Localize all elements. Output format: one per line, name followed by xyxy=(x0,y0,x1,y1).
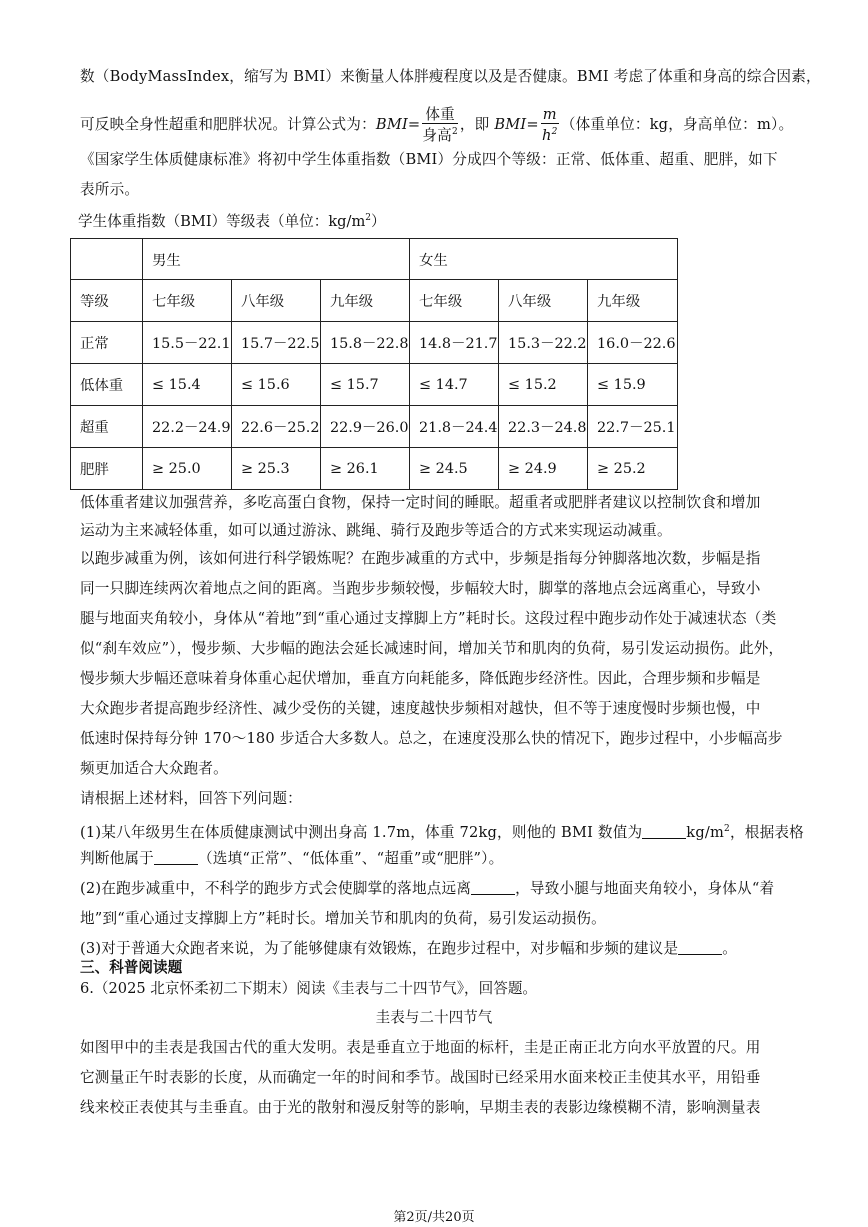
fraction-numerator: m xyxy=(542,106,557,123)
article-title: 圭表与二十四节气 xyxy=(375,1009,493,1026)
table-cell: 15.5－22.1 xyxy=(143,322,232,364)
table-cell: 15.8－22.8 xyxy=(321,322,410,364)
table-cell: 15.7－22.5 xyxy=(232,322,321,364)
header-cell: 九年级 xyxy=(321,280,410,322)
group-header-girl: 女生 xyxy=(410,239,678,280)
header-cell: 八年级 xyxy=(232,280,321,322)
bmi-symbol: BMI= xyxy=(494,116,539,133)
paragraph-line: 似“刹车效应”），慢步频、大步幅的跑法会延长减速时间，增加关节和肌肉的负荷，易引发运动损伤。此外， xyxy=(80,640,784,657)
answer-blank[interactable] xyxy=(642,824,686,839)
table-cell: 16.0－22.6 xyxy=(588,322,678,364)
paragraph-line: 表所示。 xyxy=(80,181,140,198)
table-cell: 21.8－24.4 xyxy=(410,406,499,448)
paragraph-line: 《国家学生体质健康标准》将初中学生体重指数（BMI）分成四个等级：正常、低体重、超重、肥胖，如下 xyxy=(80,151,778,168)
header-cell: 等级 xyxy=(71,280,143,322)
paragraph-line: 大众跑步者提高跑步经济性、减少受伤的关键，速度越快步频相对越快，但不等于速度慢时步频也慢，中 xyxy=(80,700,761,717)
paragraph-line: 运动为主来减轻体重，如可以通过游泳、跳绳、骑行及跑步等适合的方式来实现运动减重。 xyxy=(80,522,672,539)
paragraph-line: 频更加适合大众跑者。 xyxy=(80,760,228,777)
table-group-row xyxy=(71,239,678,280)
question-text: 判断他属于 xyxy=(80,850,154,867)
unit-exponent: 2 xyxy=(724,824,730,834)
fraction-denominator xyxy=(541,124,559,144)
caption-exponent: 2 xyxy=(365,213,372,223)
table-cell: 22.6－25.2 xyxy=(232,406,321,448)
paragraph-line: 同一只脚连续两次着地点之间的距离。当跑步步频较慢，步幅较大时，脚掌的落地点会远离重心，导致小 xyxy=(80,580,761,597)
question-text: (3)对于普通大众跑者来说，为了能够健康有效锻炼，在跑步过程中，对步幅和步频的建议是 xyxy=(80,940,679,957)
paragraph-line: 低速时保持每分钟 170～180 步适合大多数人。总之，在速度没那么快的情况下，跑步过程中，小步幅高步 xyxy=(80,730,783,747)
table-caption xyxy=(78,208,790,232)
table-cell: ≤ 15.9 xyxy=(588,364,678,406)
table-cell: ≥ 25.0 xyxy=(143,448,232,490)
exponent: 2 xyxy=(551,127,558,137)
answer-blank[interactable] xyxy=(471,880,515,895)
fraction-denominator xyxy=(422,124,458,144)
question-text: （选填“正常”、“低体重”、“超重”或“肥胖”）。 xyxy=(197,850,504,867)
unit-note: （体重单位：kg，身高单位：m）。 xyxy=(560,116,794,133)
exponent: 2 xyxy=(451,127,458,137)
question-3 xyxy=(80,939,792,959)
question-6: 6.（2025 北京怀柔初二下期末）阅读《圭表与二十四节气》，回答题。 xyxy=(80,980,538,997)
table-cell: ≥ 25.3 xyxy=(232,448,321,490)
formula-intro: 可反映全身性超重和肥胖状况。计算公式为： xyxy=(80,116,376,133)
paragraph-line: 如图甲中的圭表是我国古代的重大发明。表是垂直立于地面的标杆，圭是正南正北方向水平放置的尺。用 xyxy=(80,1039,761,1056)
paragraph-line: 数（BodyMassIndex，缩写为 BMI）来衡量人体胖瘦程度以及是否健康。BMI 考虑了体重和身高的综合因素， xyxy=(80,68,821,85)
paragraph-line: 以跑步减重为例，该如何进行科学锻炼呢？在跑步减重的方式中，步频是指每分钟脚落地次数，步幅是指 xyxy=(80,550,761,567)
paragraph-line: 线来校正表使其与圭垂直。由于光的散射和漫反射等的影响，早期圭表的表影边缘模糊不清，影响测量表 xyxy=(80,1099,761,1116)
table-cell: 22.2－24.9 xyxy=(143,406,232,448)
table-cell: ≤ 15.7 xyxy=(321,364,410,406)
paragraph-line: 腿与地面夹角较小，身体从“着地”到“重心通过支撑脚上方”耗时长。这段过程中跑步动作处于减速状态（类 xyxy=(80,610,777,627)
table-cell: 22.3－24.8 xyxy=(499,406,588,448)
questions-intro: 请根据上述材料，回答下列问题： xyxy=(80,790,302,807)
question-text: (1)某八年级男生在体质健康测试中测出身高 1.7m，体重 72kg，则他的 BMI 数值为 xyxy=(80,824,643,841)
question-2-cont: 地”到“重心通过支撑脚上方”耗时长。增加关节和肌肉的负荷，易引发运动损伤。 xyxy=(80,910,606,927)
section-heading: 三、科普阅读题 xyxy=(80,959,183,976)
header-cell: 八年级 xyxy=(499,280,588,322)
table-cell: 15.3－22.2 xyxy=(499,322,588,364)
question-text: ，根据表格 xyxy=(729,824,804,841)
denominator-text: h xyxy=(542,127,552,144)
page-footer: 第2页/共20页 xyxy=(393,1210,475,1225)
table-cell: ≤ 15.6 xyxy=(232,364,321,406)
paragraph-line: 它测量正午时表影的长度，从而确定一年的时间和季节。战国时已经采用水面来校正圭使其水平，用铅垂 xyxy=(80,1069,761,1086)
group-header-boy: 男生 xyxy=(143,239,410,280)
table-cell: ≥ 24.9 xyxy=(499,448,588,490)
unit-text: kg/m xyxy=(686,824,725,841)
table-cell: ≥ 26.1 xyxy=(321,448,410,490)
table-header-row xyxy=(71,280,678,322)
table-cell: 22.9－26.0 xyxy=(321,406,410,448)
bmi-table xyxy=(70,238,678,490)
row-label: 肥胖 xyxy=(71,448,143,490)
question-text: (2)在跑步减重中，不科学的跑步方式会使脚掌的落地点远离 xyxy=(80,880,472,897)
header-cell: 七年级 xyxy=(143,280,232,322)
table-cell: ≤ 14.7 xyxy=(410,364,499,406)
formula-line xyxy=(80,106,792,142)
paragraph-line: 慢步频大步幅还意味着身体重心起伏增加，垂直方向耗能多，降低跑步经济性。因此，合理步频和步幅是 xyxy=(80,670,761,687)
row-label: 超重 xyxy=(71,406,143,448)
table-row xyxy=(71,322,678,364)
row-label: 正常 xyxy=(71,322,143,364)
paragraph-line: 低体重者建议加强营养，多吃高蛋白食物，保持一定时间的睡眠。超重者或肥胖者建议以控制饮食和增加 xyxy=(80,494,761,511)
table-cell: 22.7－25.1 xyxy=(588,406,678,448)
table-cell: ≤ 15.4 xyxy=(143,364,232,406)
question-text: 。 xyxy=(722,940,738,957)
formula-connector: ，即 xyxy=(459,116,495,133)
question-1 xyxy=(80,819,804,843)
answer-blank[interactable] xyxy=(154,850,198,865)
caption-close: ） xyxy=(371,213,386,230)
bmi-fraction-symbols xyxy=(541,106,559,144)
table-row xyxy=(71,406,678,448)
header-cell: 七年级 xyxy=(410,280,499,322)
bmi-symbol: BMI= xyxy=(375,116,421,133)
answer-blank[interactable] xyxy=(678,940,722,955)
table-cell: 14.8－21.7 xyxy=(410,322,499,364)
table-cell: ≥ 25.2 xyxy=(588,448,678,490)
question-1-cont xyxy=(80,849,792,869)
table-row xyxy=(71,448,678,490)
table-cell: ≥ 24.5 xyxy=(410,448,499,490)
fraction-numerator: 体重 xyxy=(422,106,458,124)
question-2 xyxy=(80,879,792,899)
table-row xyxy=(71,364,678,406)
table-corner-cell xyxy=(71,239,143,280)
bmi-fraction-words xyxy=(422,106,458,144)
row-label: 低体重 xyxy=(71,364,143,406)
table-cell: ≤ 15.2 xyxy=(499,364,588,406)
question-text: ，导致小腿与地面夹角较小，身体从“着 xyxy=(515,880,775,897)
caption-text: 学生体重指数（BMI）等级表（单位：kg/m xyxy=(78,213,366,230)
header-cell: 九年级 xyxy=(588,280,678,322)
denominator-text: 身高 xyxy=(422,127,452,144)
